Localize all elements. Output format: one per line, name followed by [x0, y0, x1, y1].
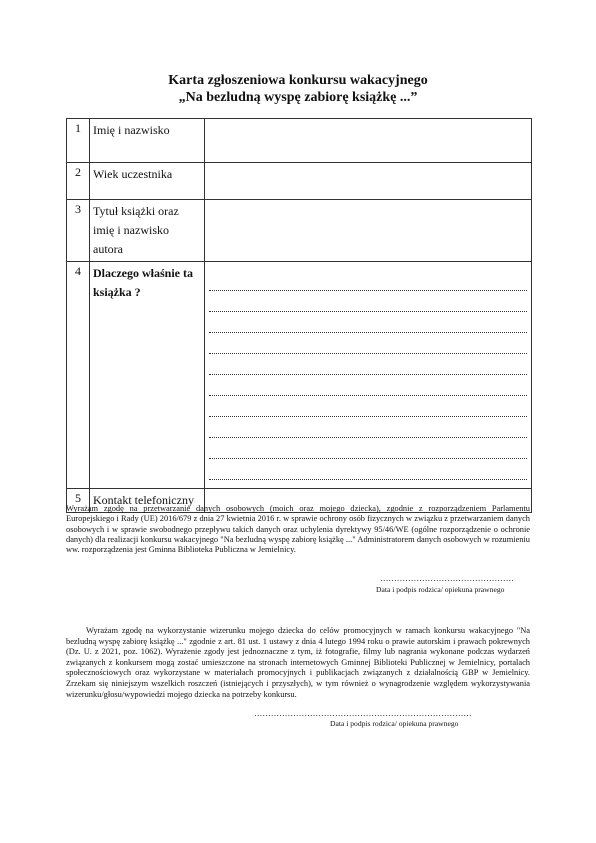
contest-name: „Na bezludną wyspę zabiorę książkę ...”	[178, 90, 418, 105]
row-number: 1	[67, 119, 90, 163]
dotted-answer-lines	[205, 262, 531, 480]
dotted-line	[209, 459, 527, 480]
field-label-line: Tytuł książki oraz	[93, 204, 179, 218]
field-label-line: Dlaczego właśnie ta	[93, 266, 193, 280]
dotted-line	[209, 396, 527, 417]
field-label-reason	[90, 262, 205, 489]
dotted-line	[209, 291, 527, 312]
field-value-name[interactable]	[205, 119, 532, 163]
field-label-name: Imię i nazwisko	[90, 119, 205, 163]
row-number: 4	[67, 262, 90, 489]
field-label-line: książka ?	[93, 285, 141, 299]
entry-form-table	[66, 118, 532, 513]
data-processing-consent: Wyrażam zgodę na przetwarzanie danych osobowych (moich oraz mojego dziecka), zgodnie z rozporządzeniem Parlamentu Europejskiego i Rady (UE) 2016/679 z dnia 27 kwietnia 2016 r. w sprawie ochrony osób fizycznych w związku z przetwarzaniem danych osobowych i w sprawie swobodnego przepływu takich danych oraz uchylenia dyrektywy 95/46/WE (ogólne rozporządzenie o ochronie danych) dla realizacji konkursu wakacyjnego "Na bezludną wyspę zabiorę książkę ..." Administratorem danych osobowych w rozumieniu ww. rozporządzenia jest Gminna Biblioteka Publiczna w Jemielnicy.	[66, 504, 530, 555]
row-number: 2	[67, 163, 90, 200]
image-use-consent	[66, 626, 530, 700]
field-label-phone: Kontakt telefoniczny	[90, 489, 205, 513]
signature-line: ……………………………………………………………………	[254, 709, 472, 718]
dotted-line	[209, 312, 527, 333]
signature-line: …………………………………………	[380, 574, 514, 583]
dotted-line	[209, 333, 527, 354]
dotted-line	[209, 417, 527, 438]
image-use-consent-text: Wyrażam zgodę na wykorzystanie wizerunku mojego dziecka do celów promocyjnych w ramach konkursu wakacyjnego "Na bezludną wyspę zabiorę książkę ..." zgodnie z art. 81 ust. 1 ustawy z dnia 4 lutego 1994 roku o prawie autorskim i prawach pokrewnych (Dz. U. z 2021, poz. 1062). Wyrażenie zgody jest jednoznaczne z tym, iż fotografie, filmy lub nagrania wykonane podczas wydarzeń związanych z konkursem mogą zostać umieszczone na stronach internetowych Gminnej Biblioteki Publicznej w Jemielnicy, portalach społecznościowych oraz wykorzystane w materiałach promocyjnych i publikacjach związanych z działalnością GBP w Jemielnicy. Zrzekam się niniejszym wszelkich roszczeń (istniejących i przyszłych), w tym również o wynagrodzenie względem wykorzystywania wizerunku/głosu/wypowiedzi mojego dziecka na potrzeby konkursu.	[66, 626, 530, 699]
row-number: 3	[67, 200, 90, 262]
field-value-age[interactable]	[205, 163, 532, 200]
table-row	[67, 262, 532, 489]
signature-caption: Data i podpis rodzica/ opiekuna prawnego	[330, 719, 459, 728]
dotted-line	[209, 354, 527, 375]
signature-caption: Data i podpis rodzica/ opiekuna prawnego	[376, 585, 505, 594]
dotted-line	[209, 270, 527, 291]
field-label-book	[90, 200, 205, 262]
field-value-book[interactable]	[205, 200, 532, 262]
dotted-line	[209, 375, 527, 396]
table-row	[67, 119, 532, 163]
field-label-age: Wiek uczestnika	[90, 163, 205, 200]
table-row	[67, 163, 532, 200]
form-title: Karta zgłoszeniowa konkursu wakacyjnego	[168, 73, 428, 88]
dotted-line	[209, 438, 527, 459]
table-row	[67, 200, 532, 262]
row-number: 5	[67, 489, 90, 513]
field-value-reason[interactable]	[205, 262, 532, 489]
field-label-line: imię i nazwisko autora	[93, 223, 169, 256]
